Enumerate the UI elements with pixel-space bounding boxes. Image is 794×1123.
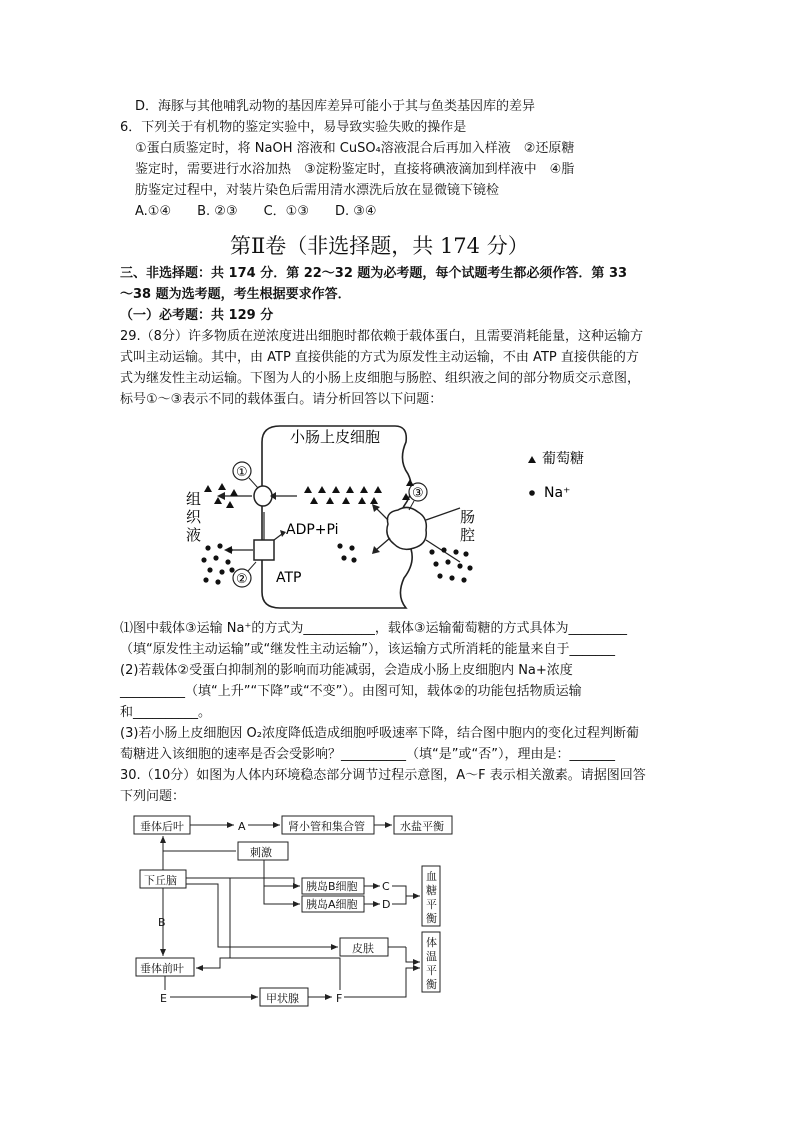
label-e: E xyxy=(160,992,167,1005)
label-islet-b: 胰岛B细胞 xyxy=(306,880,358,893)
label-hypothalamus: 下丘脑 xyxy=(144,874,177,887)
label-glucose-4: 衡 xyxy=(426,912,437,925)
na-tissue-fluid xyxy=(201,543,234,584)
label-glucose-3: 平 xyxy=(426,898,437,911)
atp-label: ATP xyxy=(276,570,302,586)
carrier-1-label: ① xyxy=(236,465,248,480)
glucose-inside xyxy=(304,486,382,504)
q29-sub3-b: 萄糖进入该细胞的速率是否会受影响？__________（填“是”或“否”），理由是：_______ xyxy=(120,747,615,762)
q29-line4: 标号①～③表示不同的载体蛋白。请分析回答以下问题： xyxy=(120,392,443,407)
q6-options: A.①④ B. ②③ C．①③ D. ③④ xyxy=(135,204,377,219)
q29-sub3-a: (3)若小肠上皮细胞因 O₂浓度降低造成细胞呼吸速率下降，结合图中胞内的变化过程判断葡 xyxy=(120,726,639,741)
q29-sub2-a: (2)若载体②受蛋白抑制剂的影响而功能减弱，会造成小肠上皮细胞内 Na+浓度 xyxy=(120,663,573,678)
q29-figure xyxy=(170,412,610,612)
q6-stem: 6．下列关于有机物的鉴定实验中，易导致实验失败的操作是 xyxy=(120,120,467,135)
q6-line2: 鉴定时，需要进行水浴加热 ③淀粉鉴定时，直接将碘液滴加到样液中 ④脂 xyxy=(135,162,575,177)
label-glucose-2: 糖 xyxy=(426,884,437,897)
part3-sub: （一）必考题：共 129 分 xyxy=(120,308,274,323)
label-temp-3: 平 xyxy=(426,964,437,977)
label-temp-2: 温 xyxy=(426,950,437,963)
q30-line2: 下列问题： xyxy=(120,789,186,804)
cell-label: 小肠上皮细胞 xyxy=(290,428,381,446)
lumen-label-2: 腔 xyxy=(460,526,476,544)
q29-sub1-a: ⑴图中载体③运输 Na⁺的方式为___________，载体③运输葡萄糖的方式具体为_________ xyxy=(120,621,627,636)
legend-na: Na⁺ xyxy=(544,485,571,501)
q6-line3: 肪鉴定过程中，对装片染色后需用清水漂洗后放在显微镜下镜检 xyxy=(135,183,500,198)
carrier-1 xyxy=(254,486,272,506)
legend-glucose: 葡萄糖 xyxy=(542,451,584,467)
label-c: C xyxy=(382,880,390,893)
tissue-fluid-label-2: 织 xyxy=(186,508,202,526)
section-title: 第Ⅱ卷（非选择题，共 174 分） xyxy=(230,234,529,258)
label-skin: 皮肤 xyxy=(352,942,374,955)
label-pituitary-anterior: 垂体前叶 xyxy=(140,962,184,975)
carrier-2-label: ② xyxy=(236,572,248,587)
q5-option-d: D．海豚与其他哺乳动物的基因库差异可能小于其与鱼类基因库的差异 xyxy=(135,99,536,114)
lumen-label-1: 肠 xyxy=(460,508,476,526)
part3-line1: 三、非选择题：共 174 分．第 22～32 题为必考题，每个试题考生都必须作答．第 33 xyxy=(120,266,628,281)
legend-glucose-icon xyxy=(528,456,536,463)
q29-line2: 式叫主动运输。其中，由 ATP 直接供能的方式为原发性主动运输，不由 ATP 直接供能的方 xyxy=(120,350,639,365)
q6-line1: ①蛋白质鉴定时，将 NaOH 溶液和 CuSO₄溶液混合后再加入样液 ②还原糖 xyxy=(135,141,575,156)
label-temp-4: 衡 xyxy=(426,978,437,991)
tissue-fluid-label-1: 组 xyxy=(186,490,202,508)
q30-line1: 30.（10分）如图为人体内环境稳态部分调节过程示意图，A～F 表示相关激素。请据图回答 xyxy=(120,768,646,783)
na-lumen xyxy=(429,547,472,582)
label-kidney: 肾小管和集合管 xyxy=(288,820,365,833)
legend-na-icon xyxy=(529,490,535,496)
carrier-2 xyxy=(254,540,274,560)
label-islet-a: 胰岛A细胞 xyxy=(306,898,358,911)
label-temp-1: 体 xyxy=(426,936,437,949)
carrier-3-label: ③ xyxy=(412,486,424,501)
na-inside xyxy=(337,543,356,562)
label-water: 水盐平衡 xyxy=(400,820,444,833)
q29-sub2-b: __________（填“上升”“下降”或“不变”）。由图可知，载体②的功能包括物质运输 xyxy=(120,684,582,699)
label-d: D xyxy=(382,898,391,911)
q29-line1: 29.（8分）许多物质在逆浓度进出细胞时都依赖于载体蛋白，且需要消耗能量，这种运输方 xyxy=(120,329,643,344)
label-a: A xyxy=(238,820,246,833)
tissue-fluid-label-3: 液 xyxy=(186,526,202,544)
q29-sub1-b: （填“原发性主动运输”或“继发性主动运输”），该运输方式所消耗的能量来自于_______ xyxy=(120,642,615,657)
q29-sub2-c: 和__________。 xyxy=(120,705,212,720)
part3-line2: ～38 题为选考题，考生根据要求作答． xyxy=(120,287,351,302)
label-f: F xyxy=(336,992,343,1005)
q29-line3: 式为继发性主动运输。下图为人的小肠上皮细胞与肠腔、组织液之间的部分物质交示意图， xyxy=(120,371,641,386)
carrier-3 xyxy=(387,507,426,549)
label-b: B xyxy=(158,916,166,929)
adp-label: ADP+Pi xyxy=(286,522,339,538)
label-glucose-1: 血 xyxy=(426,870,437,883)
q30-figure xyxy=(130,808,460,1008)
label-stimulus: 刺激 xyxy=(250,846,272,859)
label-thyroid: 甲状腺 xyxy=(266,992,299,1005)
label-pituitary-posterior: 垂体后叶 xyxy=(140,820,184,833)
